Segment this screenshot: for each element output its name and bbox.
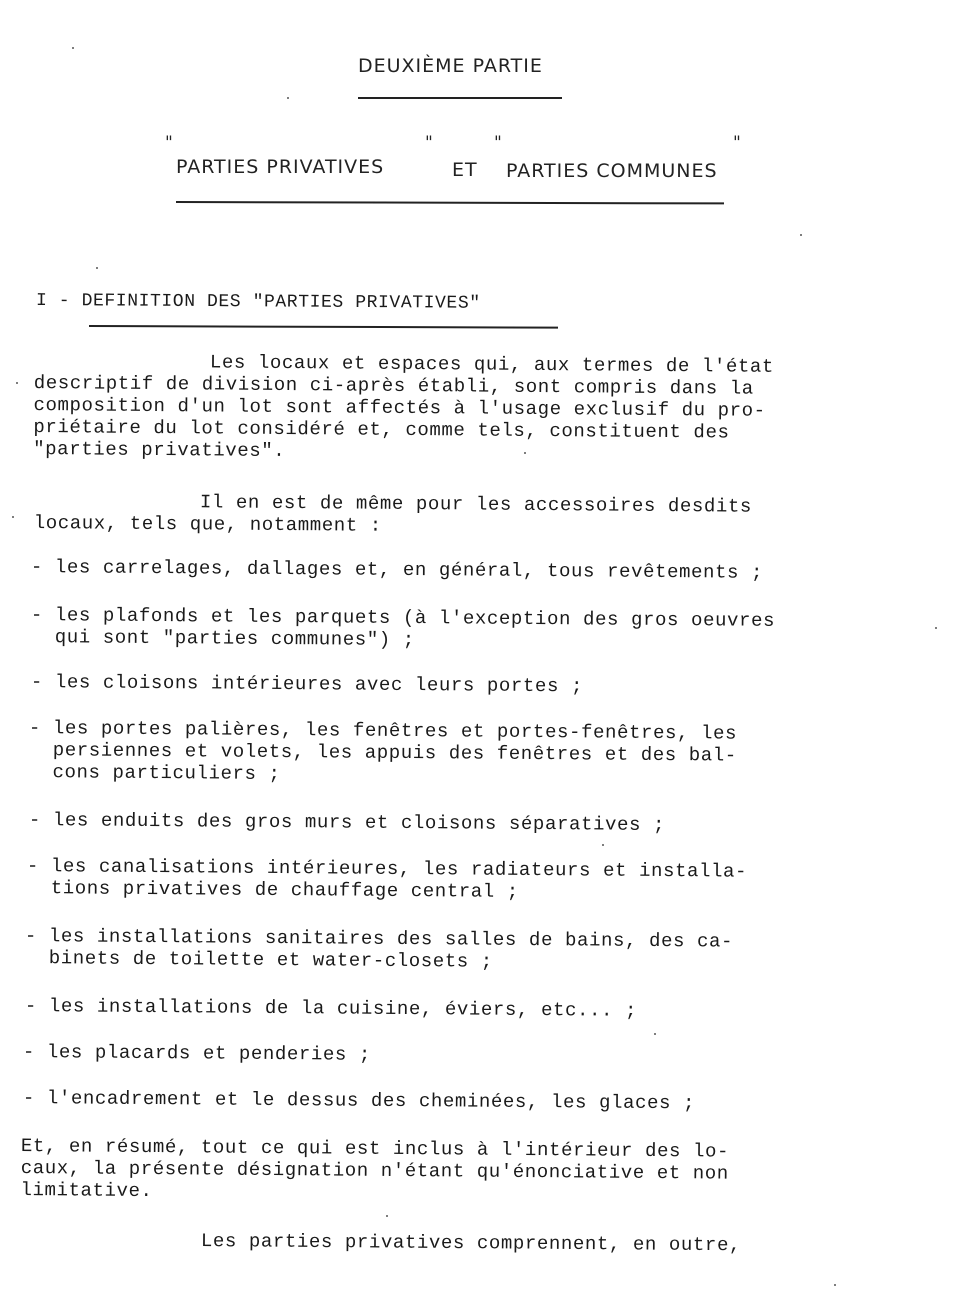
list-item [23, 1087, 695, 1114]
subtitle-left: PARTIES PRIVATIVES [176, 156, 385, 178]
scan-speck [72, 47, 74, 49]
list-item-line: - les plafonds et les parquets (à l'exception des gros oeuvres [30, 604, 776, 632]
list-item-line: - les portes palières, les fenêtres et portes-fenêtres, les [28, 717, 738, 745]
list-item-line: - les canalisations intérieures, les radiateurs et installa- [26, 855, 748, 883]
intro-line: descriptif de division ci-après établi, sont compris dans la [33, 371, 754, 400]
scan-speck [800, 234, 802, 236]
list-item [27, 855, 747, 905]
list-item [29, 809, 665, 836]
list-item-line: - les placards et penderies ; [22, 1041, 372, 1066]
part-title: DEUXIÈME PARTIE [358, 55, 543, 77]
intro-line: Les locaux et espaces qui, aux termes de l'état [209, 351, 775, 378]
subtitle-mid: ET [452, 159, 478, 181]
section-heading-underline [89, 325, 558, 328]
list-item [25, 995, 637, 1022]
subtitle-right: PARTIES COMMUNES [506, 160, 718, 182]
list-item [28, 717, 737, 789]
list-item-line: - les cloisons intérieures avec leurs portes ; [30, 671, 584, 698]
intro-line: "parties privatives". [33, 437, 286, 462]
quote-mark: " [733, 133, 741, 153]
list-item-line: persiennes et volets, les appuis des fenêtres et des bal- [28, 738, 737, 767]
scan-speck [654, 1033, 656, 1035]
accessories-paragraph [33, 490, 753, 538]
list-item-line: qui sont "parties communes") ; [30, 625, 415, 652]
list-item [31, 556, 763, 584]
intro-line: priétaire du lot considéré et, comme tels, constituent des [33, 415, 730, 444]
intro-paragraph [33, 350, 775, 466]
scan-speck [287, 97, 289, 99]
scan-speck [386, 1215, 388, 1217]
intro-line: composition d'un lot sont affectés à l'usage exclusif du pro- [33, 393, 766, 422]
scan-speck [834, 1284, 836, 1286]
scan-speck [12, 516, 14, 518]
accessories-line: Il en est de même pour les accessoires desdits [199, 491, 753, 518]
scan-speck [524, 452, 526, 454]
scan-speck [16, 382, 18, 384]
summary-line: limitative. [20, 1178, 153, 1203]
summary-line: caux, la présente désignation n'étant qu'énonciative et non [20, 1156, 729, 1185]
section-heading: I - DEFINITION DES "PARTIES PRIVATIVES" [35, 291, 481, 314]
summary-paragraph [20, 1135, 729, 1207]
list-item [31, 671, 583, 697]
part-title-underline [358, 97, 562, 99]
accessories-line: locaux, tels que, notamment : [33, 511, 382, 537]
list-item-line: - les installations sanitaires des salles de bains, des ca- [24, 925, 734, 953]
quote-mark: " [494, 133, 502, 153]
list-item [25, 925, 733, 975]
quote-mark: " [425, 133, 433, 153]
summary-line: Et, en résumé, tout ce qui est inclus à l'intérieur des lo- [20, 1135, 730, 1163]
quote-mark: " [165, 133, 173, 153]
list-item [23, 1041, 371, 1066]
list-item-line: tions privatives de chauffage central ; [26, 876, 519, 903]
subtitle-underline [176, 201, 724, 204]
scan-speck [96, 267, 98, 269]
list-item-line: - les carrelages, dallages et, en général, tous revêtements ; [30, 556, 764, 584]
list-item-line: - les enduits des gros murs et cloisons séparatives ; [28, 809, 666, 836]
scan-speck [602, 844, 604, 846]
list-item-line: - l'encadrement et le dessus des cheminées, les glaces ; [22, 1087, 696, 1115]
scan-speck [935, 627, 937, 629]
list-item-line: binets de toilette et water-closets ; [24, 946, 493, 973]
list-item-line: - les installations de la cuisine, éviers, etc... ; [24, 995, 638, 1022]
list-item-line: cons particuliers ; [28, 760, 281, 785]
closing-line: Les parties privatives comprennent, en outre, [200, 1230, 742, 1257]
list-item [31, 604, 775, 654]
